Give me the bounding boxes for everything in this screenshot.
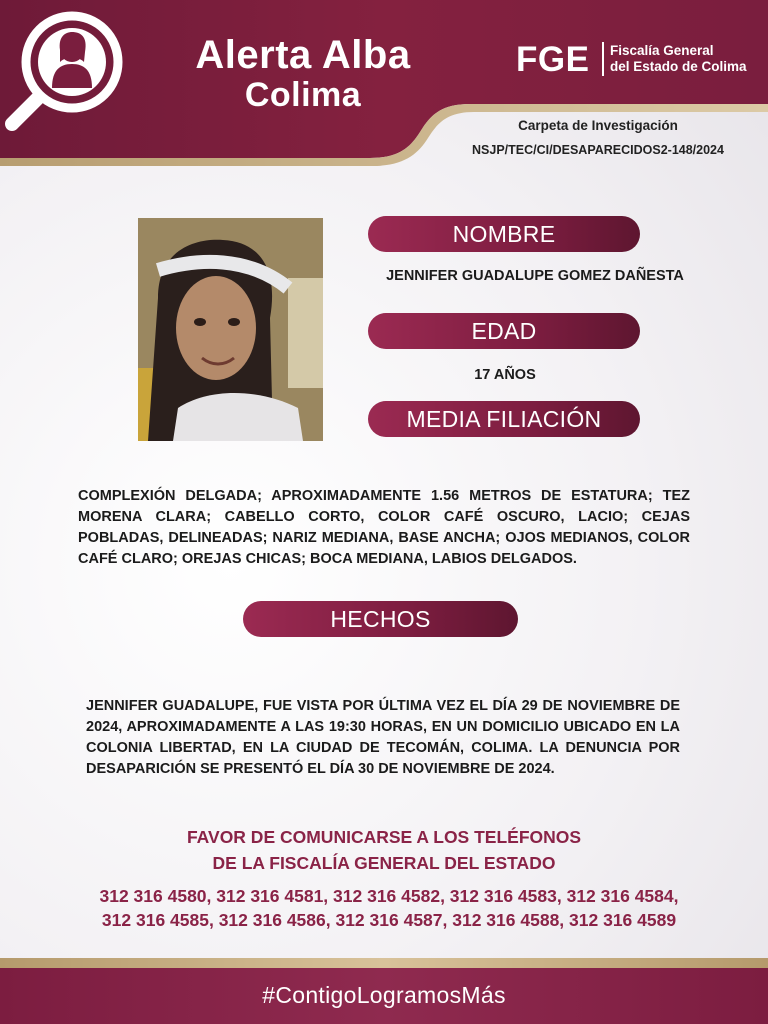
missing-person-photo xyxy=(138,218,323,441)
name-value: JENNIFER GUADALUPE GOMEZ DAÑESTA xyxy=(386,268,684,284)
age-heading: EDAD xyxy=(368,313,640,349)
phone-numbers: 312 316 4580, 312 316 4581, 312 316 4582, 312 316 4583, 312 316 4584, 312 316 4585, 312 316 4586, 312 316 4587, 312 316 4588, 312 316 4589 xyxy=(99,886,679,930)
contact-instructions xyxy=(90,824,678,876)
alert-title-line2: Colima xyxy=(244,76,362,114)
agency-name xyxy=(610,43,747,75)
contact-line1: FAVOR DE COMUNICARSE A LOS TELÉFONOS xyxy=(186,827,582,847)
facts-heading: HECHOS xyxy=(243,601,518,637)
footer-hashtag: #ContigoLogramosMás xyxy=(262,982,506,1008)
contact-line2: DE LA FISCALÍA GENERAL DEL ESTADO xyxy=(212,853,556,873)
facts-text: JENNIFER GUADALUPE, FUE VISTA POR ÚLTIMA VEZ EL DÍA 29 DE NOVIEMBRE DE 2024, APROXIMADAMENTE A LAS 19:30 HORAS, EN UN DOMICILIO UBICADO EN LA COLONIA LIBERTAD, EN LA CIUDAD DE TECOMÁN, COLIMA. LA DENUNCIA POR DESAPARICIÓN SE PRESENTÓ EL DÍA 30 DE NOVIEMBRE DE 2024. xyxy=(86,698,680,777)
case-file-label: Carpeta de Investigación xyxy=(518,118,678,133)
age-value: 17 AÑOS xyxy=(474,367,536,383)
alert-title xyxy=(172,34,434,114)
photo-placeholder xyxy=(138,218,323,441)
footer-gold-band xyxy=(0,958,768,968)
description-heading: MEDIA FILIACIÓN xyxy=(368,401,640,437)
alert-title-line1: Alerta Alba xyxy=(195,33,411,77)
agency-divider xyxy=(602,42,604,76)
case-file-number: NSJP/TEC/CI/DESAPARECIDOS2-148/2024 xyxy=(472,143,724,157)
agency-logo-text: FGE xyxy=(516,40,590,79)
agency-name-line2: del Estado de Colima xyxy=(610,59,747,74)
agency-name-line1: Fiscalía General xyxy=(610,43,714,58)
search-person-icon xyxy=(0,0,134,134)
physical-description: COMPLEXIÓN DELGADA; APROXIMADAMENTE 1.56 METROS DE ESTATURA; TEZ MORENA CLARA; CABELLO CORTO, COLOR CAFÉ OSCURO, LACIO; CEJAS POBLADAS, DELINEADAS; NARIZ MEDIANA, BASE ANCHA; OJOS MEDIANOS, COLOR CAFÉ CLARO; OREJAS CHICAS; BOCA MEDIANA, LABIOS DELGADOS. xyxy=(78,488,690,567)
name-heading: NOMBRE xyxy=(368,216,640,252)
